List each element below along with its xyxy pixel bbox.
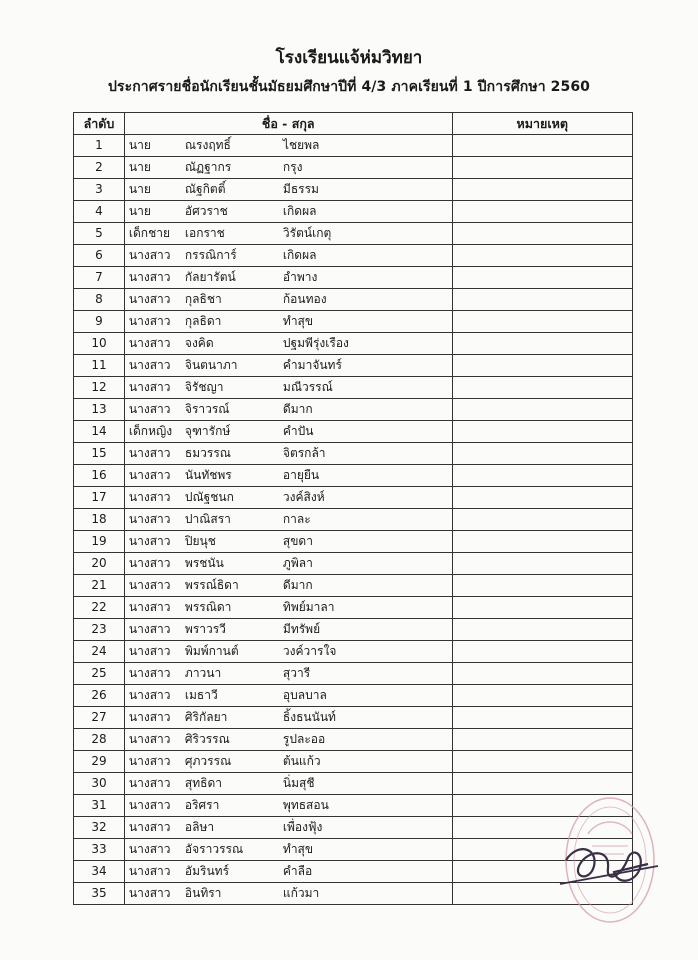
student-prefix: นางสาว (128, 314, 171, 328)
student-remark (452, 553, 632, 575)
table-row (74, 245, 633, 267)
student-number: 33 (74, 839, 125, 861)
student-last-name: คำปัน (282, 424, 314, 438)
student-remark (452, 223, 632, 245)
student-remark (452, 465, 632, 487)
student-prefix: นางสาว (128, 446, 171, 460)
student-first-name: อัศวราช (184, 204, 228, 218)
student-first-name: อัมรินทร์ (184, 864, 230, 878)
student-name-cell (124, 157, 452, 179)
student-first-name: จิรัชญา (184, 380, 224, 394)
student-name-cell (124, 795, 452, 817)
student-first-name: ธมวรรณ (184, 446, 231, 460)
student-name-cell (124, 619, 452, 641)
student-first-name: ปิยนุช (184, 534, 216, 548)
student-remark (452, 487, 632, 509)
student-number: 13 (74, 399, 125, 421)
student-number: 1 (74, 135, 125, 157)
student-last-name: นิ่มสุชี (282, 776, 315, 790)
student-number: 31 (74, 795, 125, 817)
student-number: 2 (74, 157, 125, 179)
table-row (74, 751, 633, 773)
student-name-cell (124, 443, 452, 465)
student-number: 12 (74, 377, 125, 399)
student-prefix: นางสาว (128, 380, 171, 394)
student-name-cell (124, 751, 452, 773)
student-remark (452, 509, 632, 531)
student-prefix: นางสาว (128, 292, 171, 306)
table-row (74, 839, 633, 861)
student-number: 8 (74, 289, 125, 311)
table-row (74, 795, 633, 817)
student-number: 32 (74, 817, 125, 839)
student-remark (452, 289, 632, 311)
table-row (74, 157, 633, 179)
student-remark (452, 751, 632, 773)
student-last-name: ทิพย์มาลา (282, 600, 335, 614)
student-last-name: มณีวรรณ์ (282, 380, 333, 394)
student-name-cell (124, 509, 452, 531)
student-last-name: ทำสุข (282, 314, 314, 328)
student-remark (452, 267, 632, 289)
student-number: 6 (74, 245, 125, 267)
student-name-cell (124, 707, 452, 729)
school-stamp-signature (558, 788, 662, 928)
student-last-name: สุขดา (282, 534, 313, 548)
student-prefix: นางสาว (128, 622, 171, 636)
student-remark (452, 597, 632, 619)
student-last-name: เพื่องฟุ้ง (282, 820, 323, 834)
table-row (74, 289, 633, 311)
student-remark (452, 355, 632, 377)
table-row (74, 377, 633, 399)
student-first-name: อริศรา (184, 798, 220, 812)
table-row (74, 575, 633, 597)
student-first-name: อลิษา (184, 820, 215, 834)
student-last-name: พุทธสอน (282, 798, 329, 812)
table-row (74, 773, 633, 795)
student-prefix: นางสาว (128, 600, 171, 614)
student-prefix: นางสาว (128, 556, 171, 570)
student-first-name: พรรณิดา (184, 600, 232, 614)
student-last-name: ก้อนทอง (282, 292, 327, 306)
student-first-name: สุทธิดา (184, 776, 222, 790)
student-last-name: ทำสุข (282, 842, 314, 856)
student-prefix: นางสาว (128, 842, 171, 856)
student-remark (452, 157, 632, 179)
student-prefix: นางสาว (128, 248, 171, 262)
student-name-cell (124, 729, 452, 751)
student-first-name: จินตนาภา (184, 358, 238, 372)
student-last-name: คำลือ (282, 864, 313, 878)
student-last-name: วงค์วารใจ (282, 644, 337, 658)
table-row (74, 201, 633, 223)
student-number: 4 (74, 201, 125, 223)
student-name-cell (124, 333, 452, 355)
student-number: 11 (74, 355, 125, 377)
student-name-cell (124, 883, 452, 905)
table-row (74, 487, 633, 509)
student-number: 7 (74, 267, 125, 289)
student-first-name: ปณัฐชนก (184, 490, 234, 504)
student-remark (452, 575, 632, 597)
table-row (74, 135, 633, 157)
student-prefix: นางสาว (128, 754, 171, 768)
student-prefix: นางสาว (128, 270, 171, 284)
student-prefix: นางสาว (128, 688, 171, 702)
student-first-name: ศุภวรรณ (184, 754, 232, 768)
student-prefix: นางสาว (128, 886, 171, 900)
student-prefix: เด็กหญิง (128, 424, 173, 438)
student-last-name: อำพาง (282, 270, 318, 284)
table-row (74, 641, 633, 663)
student-name-cell (124, 223, 452, 245)
student-prefix: นางสาว (128, 666, 171, 680)
student-name-cell (124, 487, 452, 509)
student-first-name: ณรงฤทธิ์ (184, 138, 231, 152)
table-row (74, 553, 633, 575)
student-number: 30 (74, 773, 125, 795)
student-prefix: นางสาว (128, 534, 171, 548)
student-number: 19 (74, 531, 125, 553)
student-remark (452, 399, 632, 421)
table-row (74, 223, 633, 245)
student-name-cell (124, 311, 452, 333)
student-first-name: พิมพ์กานต์ (184, 644, 239, 658)
student-prefix: นาย (128, 182, 151, 196)
student-first-name: ภาวนา (184, 666, 222, 680)
student-name-cell (124, 465, 452, 487)
student-roster-table (73, 112, 633, 905)
table-row (74, 707, 633, 729)
student-last-name: เกิดผล (282, 204, 317, 218)
student-last-name: ปฐมพีรุ่งเรือง (282, 336, 349, 350)
student-last-name: เกิดผล (282, 248, 317, 262)
student-last-name: วิรัตน์เกตุ (282, 226, 332, 240)
student-first-name: พราวรวี (184, 622, 226, 636)
table-row (74, 883, 633, 905)
table-row (74, 421, 633, 443)
table-row (74, 509, 633, 531)
table-row (74, 729, 633, 751)
student-name-cell (124, 861, 452, 883)
table-row (74, 267, 633, 289)
table-row (74, 179, 633, 201)
table-row (74, 685, 633, 707)
student-first-name: กัลยารัตน์ (184, 270, 236, 284)
table-row (74, 399, 633, 421)
student-number: 24 (74, 641, 125, 663)
student-prefix: นางสาว (128, 336, 171, 350)
student-last-name: กรุง (282, 160, 303, 174)
student-first-name: จุฑารักษ์ (184, 424, 231, 438)
student-number: 20 (74, 553, 125, 575)
table-row (74, 531, 633, 553)
student-first-name: กุลธิชา (184, 292, 222, 306)
student-first-name: จงคิด (184, 336, 214, 350)
school-name: โรงเรียนแจ้ห่มวิทยา (275, 48, 423, 68)
student-number: 21 (74, 575, 125, 597)
student-name-cell (124, 289, 452, 311)
student-first-name: อัจราวรรณ (184, 842, 244, 856)
student-first-name: กุลธิดา (184, 314, 222, 328)
student-name-cell (124, 553, 452, 575)
student-prefix: นางสาว (128, 490, 171, 504)
student-last-name: อุบลบาล (282, 688, 327, 702)
table-row (74, 443, 633, 465)
student-first-name: อินทิรา (184, 886, 222, 900)
header-fullname: ชื่อ - สกุล (124, 113, 452, 135)
header-order: ลำดับ (74, 113, 125, 135)
student-last-name: รูปละออ (282, 732, 326, 746)
student-number: 3 (74, 179, 125, 201)
student-name-cell (124, 421, 452, 443)
table-row (74, 619, 633, 641)
student-remark (452, 685, 632, 707)
student-last-name: ดีมาก (282, 402, 313, 416)
table-row (74, 311, 633, 333)
student-prefix: นาย (128, 160, 151, 174)
student-last-name: ไชยพล (282, 138, 320, 152)
student-prefix: นางสาว (128, 512, 171, 526)
student-remark (452, 333, 632, 355)
student-last-name: อายุยืน (282, 468, 320, 482)
student-prefix: นางสาว (128, 358, 171, 372)
table-row (74, 663, 633, 685)
student-remark (452, 201, 632, 223)
table-row (74, 861, 633, 883)
student-last-name: คำมาจันทร์ (282, 358, 342, 372)
student-name-cell (124, 817, 452, 839)
student-first-name: ศิริกัลยา (184, 710, 228, 724)
student-remark (452, 663, 632, 685)
student-remark (452, 531, 632, 553)
student-number: 17 (74, 487, 125, 509)
student-prefix: เด็กชาย (128, 226, 170, 240)
student-name-cell (124, 531, 452, 553)
table-header-row (74, 113, 633, 135)
student-first-name: จิราวรณ์ (184, 402, 230, 416)
table-row (74, 597, 633, 619)
student-prefix: นางสาว (128, 864, 171, 878)
student-name-cell (124, 597, 452, 619)
student-last-name: มีทรัพย์ (282, 622, 321, 636)
student-first-name: นันทัชพร (184, 468, 232, 482)
student-number: 28 (74, 729, 125, 751)
student-remark (452, 729, 632, 751)
announcement-title: ประกาศรายชื่อนักเรียนชั้นมัธยมศึกษาปีที่ 4/3 ภาคเรียนที่ 1 ปีการศึกษา 2560 (107, 79, 591, 95)
student-first-name: ศิริวรรณ (184, 732, 230, 746)
student-name-cell (124, 575, 452, 597)
student-prefix: นางสาว (128, 798, 171, 812)
student-first-name: กรรณิการ์ (184, 248, 237, 262)
student-name-cell (124, 773, 452, 795)
student-number: 35 (74, 883, 125, 905)
student-name-cell (124, 377, 452, 399)
student-prefix: นางสาว (128, 578, 171, 592)
student-first-name: เมธาวี (184, 688, 218, 702)
student-number: 16 (74, 465, 125, 487)
student-number: 27 (74, 707, 125, 729)
student-prefix: นางสาว (128, 732, 171, 746)
student-remark (452, 245, 632, 267)
student-remark (452, 619, 632, 641)
table-row (74, 465, 633, 487)
student-number: 29 (74, 751, 125, 773)
student-name-cell (124, 839, 452, 861)
student-last-name: กาละ (282, 512, 311, 526)
student-prefix: นาย (128, 204, 151, 218)
student-number: 18 (74, 509, 125, 531)
student-number: 14 (74, 421, 125, 443)
student-last-name: แก้วมา (282, 886, 320, 900)
student-last-name: วงค์สิงห์ (282, 490, 325, 504)
student-first-name: เอกราช (184, 226, 225, 240)
student-last-name: ภูพิลา (282, 556, 313, 570)
student-prefix: นางสาว (128, 468, 171, 482)
student-prefix: นาย (128, 138, 151, 152)
student-first-name: พรรณ์ธิดา (184, 578, 239, 592)
student-first-name: ปาณิสรา (184, 512, 231, 526)
student-name-cell (124, 641, 452, 663)
student-number: 10 (74, 333, 125, 355)
student-remark (452, 179, 632, 201)
student-name-cell (124, 399, 452, 421)
student-name-cell (124, 685, 452, 707)
student-name-cell (124, 179, 452, 201)
student-number: 23 (74, 619, 125, 641)
student-number: 15 (74, 443, 125, 465)
table-row (74, 355, 633, 377)
student-prefix: นางสาว (128, 820, 171, 834)
student-first-name: ณัฐกิตติ์ (184, 182, 226, 196)
student-name-cell (124, 201, 452, 223)
student-last-name: สุวารี (282, 666, 311, 680)
student-first-name: ณัฏฐากร (184, 160, 232, 174)
student-number: 9 (74, 311, 125, 333)
student-name-cell (124, 245, 452, 267)
header-remarks: หมายเหตุ (452, 113, 632, 135)
table-row (74, 817, 633, 839)
student-number: 34 (74, 861, 125, 883)
table-row (74, 333, 633, 355)
student-number: 5 (74, 223, 125, 245)
student-remark (452, 443, 632, 465)
student-name-cell (124, 355, 452, 377)
student-remark (452, 377, 632, 399)
student-prefix: นางสาว (128, 776, 171, 790)
student-remark (452, 641, 632, 663)
student-name-cell (124, 267, 452, 289)
student-number: 22 (74, 597, 125, 619)
student-remark (452, 135, 632, 157)
student-last-name: จิตรกล้า (282, 446, 326, 460)
student-name-cell (124, 135, 452, 157)
student-name-cell (124, 663, 452, 685)
student-number: 25 (74, 663, 125, 685)
student-prefix: นางสาว (128, 710, 171, 724)
student-prefix: นางสาว (128, 644, 171, 658)
student-last-name: ธิ้งธนนันท์ (282, 710, 336, 724)
student-remark (452, 707, 632, 729)
student-number: 26 (74, 685, 125, 707)
student-last-name: มีธรรม (282, 182, 319, 196)
student-first-name: พรชนัน (184, 556, 224, 570)
student-remark (452, 421, 632, 443)
student-prefix: นางสาว (128, 402, 171, 416)
student-remark (452, 311, 632, 333)
student-last-name: ดีมาก (282, 578, 313, 592)
student-last-name: ต้นแก้ว (282, 754, 321, 768)
